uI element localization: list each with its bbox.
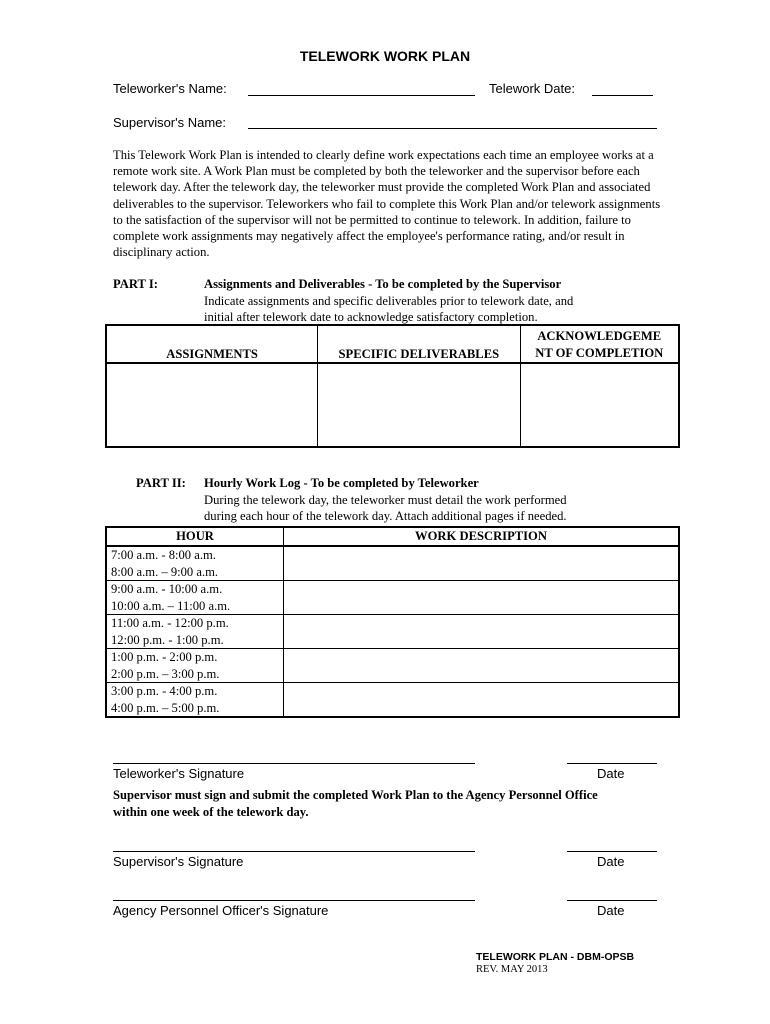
part1-label: PART I: xyxy=(113,277,158,291)
date-label: Date xyxy=(597,766,625,781)
teleworker-name-field[interactable] xyxy=(248,95,475,96)
teleworker-date-line[interactable] xyxy=(567,763,657,764)
hourly-log-table xyxy=(105,526,680,718)
hour-cell xyxy=(106,649,284,683)
acknowledgement-cell[interactable] xyxy=(520,363,679,447)
work-description-cell[interactable] xyxy=(284,683,680,718)
supervisor-signature-label: Supervisor's Signature xyxy=(113,854,244,869)
table-row xyxy=(106,581,679,615)
work-description-cell[interactable] xyxy=(284,649,680,683)
hour-range: 3:00 p.m. - 4:00 p.m. xyxy=(111,684,218,698)
hour-range: 9:00 a.m. - 10:00 a.m. xyxy=(111,582,223,596)
part2-sub1: During the telework day, the teleworker must detail the work performed xyxy=(204,493,567,507)
form-code: TELEWORK PLAN - DBM-OPSB xyxy=(476,951,635,963)
hour-range: 4:00 p.m. – 5:00 p.m. xyxy=(111,700,220,715)
table-row xyxy=(106,615,679,649)
assignments-cell[interactable] xyxy=(106,363,318,447)
table-row xyxy=(106,649,679,683)
supervisor-date-line[interactable] xyxy=(567,851,657,852)
hour-range: 11:00 a.m. - 12:00 p.m. xyxy=(111,616,229,630)
hour-cell xyxy=(106,581,284,615)
teleworker-signature-label: Teleworker's Signature xyxy=(113,766,245,781)
col-assignments: ASSIGNMENTS xyxy=(106,325,318,363)
part1-sub2: initial after telework date to acknowledge satisfactory completion. xyxy=(204,310,538,324)
supervisor-name-label: Supervisor's Name: xyxy=(113,115,227,130)
submission-note xyxy=(113,787,673,820)
submission-note-line1: Supervisor must sign and submit the completed Work Plan to the Agency Personnel Office xyxy=(113,788,598,802)
col-hour: HOUR xyxy=(106,527,284,546)
table-row xyxy=(106,683,679,718)
hour-cell xyxy=(106,546,284,581)
part2-heading: Hourly Work Log - To be completed by Teleworker xyxy=(204,476,479,490)
telework-date-label: Telework Date: xyxy=(489,81,575,96)
col-ack-line1: ACKNOWLEDGEME xyxy=(537,329,662,343)
supervisor-name-field[interactable] xyxy=(248,128,657,129)
hour-range: 12:00 p.m. - 1:00 p.m. xyxy=(111,632,224,647)
hour-cell xyxy=(106,683,284,718)
agency-signature-line[interactable] xyxy=(113,900,475,901)
part2-sub2: during each hour of the telework day. Attach additional pages if needed. xyxy=(204,509,567,523)
part1-heading: Assignments and Deliverables - To be completed by the Supervisor xyxy=(204,277,562,291)
hour-range: 1:00 p.m. - 2:00 p.m. xyxy=(111,650,218,664)
teleworker-name-label: Teleworker's Name: xyxy=(113,81,227,96)
deliverables-cell[interactable] xyxy=(318,363,520,447)
telework-date-field[interactable] xyxy=(592,95,653,96)
hour-range: 10:00 a.m. – 11:00 a.m. xyxy=(111,598,231,613)
part2-label: PART II: xyxy=(136,476,186,490)
table-row xyxy=(106,546,679,581)
supervisor-signature-line[interactable] xyxy=(113,851,475,852)
col-ack-line2: NT OF COMPLETION xyxy=(535,346,664,360)
page-title: TELEWORK WORK PLAN xyxy=(299,48,471,64)
assignments-table xyxy=(105,324,680,448)
agency-date-line[interactable] xyxy=(567,900,657,901)
part1-sub1: Indicate assignments and specific deliverables prior to telework date, and xyxy=(204,294,574,308)
col-specific-deliverables: SPECIFIC DELIVERABLES xyxy=(318,325,520,363)
col-work-description: WORK DESCRIPTION xyxy=(284,527,680,546)
work-description-cell[interactable] xyxy=(284,615,680,649)
teleworker-signature-line[interactable] xyxy=(113,763,475,764)
revision-date: REV. MAY 2013 xyxy=(476,964,548,975)
work-description-cell[interactable] xyxy=(284,581,680,615)
date-label: Date xyxy=(597,903,625,918)
hour-range: 8:00 a.m. – 9:00 a.m. xyxy=(111,564,219,579)
hour-range: 7:00 a.m. - 8:00 a.m. xyxy=(111,548,216,562)
intro-paragraph: This Telework Work Plan is intended to clearly define work expectations each time an employee works at a remote work site. A Work Plan must be completed by both the teleworker and the supervisor before each telework day. After the telework day, the teleworker must provide the completed Work Plan and associated deliverables to the supervisor. Teleworkers who fail to complete this Work Plan and/or telework assignments to the satisfaction of the supervisor will not be permitted to continue to telework. In addition, failure to complete work assignments may negatively affect the employee's performance rating, and/or result in disciplinary action. xyxy=(113,148,661,260)
work-description-cell[interactable] xyxy=(284,546,680,581)
hour-cell xyxy=(106,615,284,649)
hour-range: 2:00 p.m. – 3:00 p.m. xyxy=(111,666,220,681)
agency-signature-label: Agency Personnel Officer's Signature xyxy=(113,903,329,918)
submission-note-line2: within one week of the telework day. xyxy=(113,804,309,819)
col-acknowledgement xyxy=(520,325,679,363)
date-label: Date xyxy=(597,854,625,869)
